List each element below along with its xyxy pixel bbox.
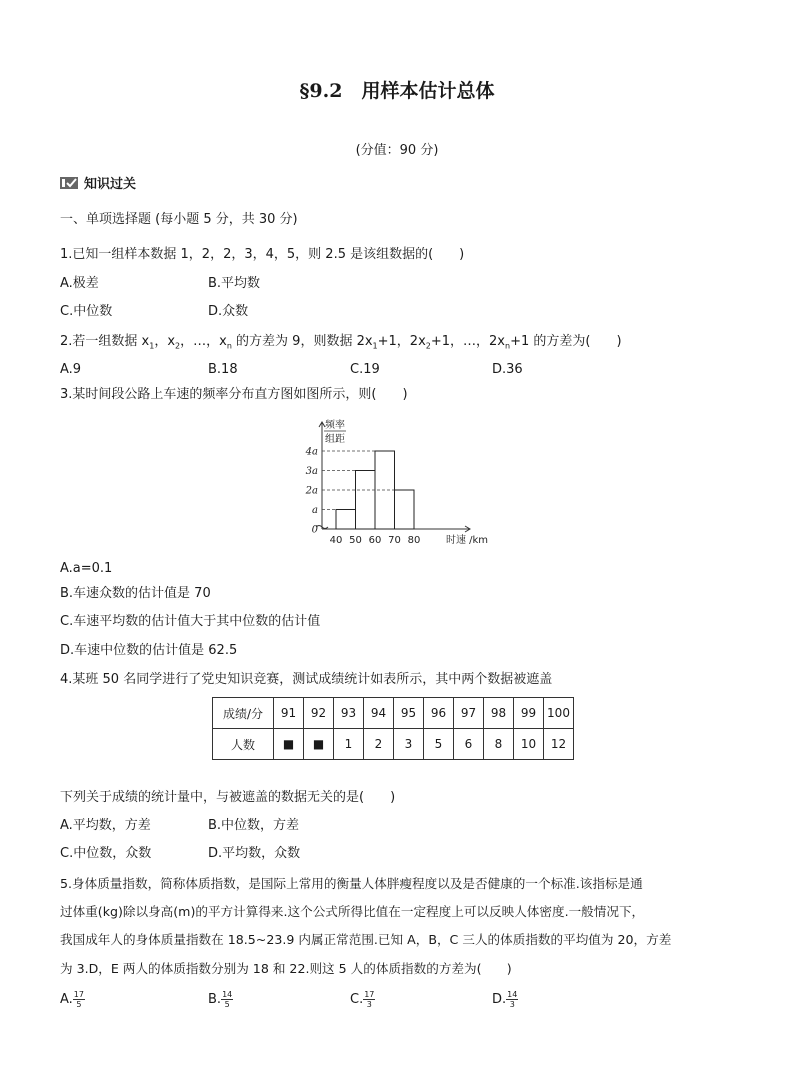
y-tick-label: a	[312, 505, 318, 516]
y-axis-label-bottom: 组距	[325, 434, 345, 445]
x-tick-label: 70	[388, 535, 401, 546]
table-cell: 99	[514, 698, 544, 729]
q4-option-d: D.平均数，众数	[208, 846, 301, 861]
histogram-bar	[336, 510, 356, 530]
q5-option-b: B. $\frac{14}{5}$	[208, 990, 233, 1009]
histogram-chart	[300, 412, 500, 552]
table-cell: 93	[334, 698, 364, 729]
q3-option-b: B.车速众数的估计值是 70	[60, 586, 211, 601]
q1-option-c: C.中位数	[60, 304, 113, 319]
section-header	[60, 173, 136, 192]
table-cell: 98	[484, 698, 514, 729]
q5-line-2: 过体重(kg)除以身高(m)的平方计算得来.这个公式所得比值在一定程度上可以反映人体密度.一般情况下，	[60, 904, 645, 919]
table-cell-masked: ■	[304, 729, 334, 760]
q1-stem: 1.已知一组样本数据 1，2，2，3，4，5，则 2.5 是该组数据的( )	[60, 247, 465, 262]
check-banner-icon	[60, 177, 78, 189]
table-cell: 94	[364, 698, 394, 729]
score-value: (分值：90 分)	[355, 143, 439, 158]
score-table	[212, 697, 574, 760]
table-cell: 100	[544, 698, 574, 729]
q5-line-3: 我国成年人的身体质量指数在 18.5~23.9 内属正常范围.已知 A，B，C 三人的体质指数的平均值为 20，方差	[60, 932, 672, 947]
q3-stem: 3.某时间段公路上车速的频率分布直方图如图所示，则( )	[60, 387, 408, 402]
table-cell-masked: ■	[274, 729, 304, 760]
q5-line-1: 5.身体质量指数，简称体质指数，是国际上常用的衡量人体胖瘦程度以及是否健康的一个标准.该指标是通	[60, 876, 643, 891]
table-cell: 12	[544, 729, 574, 760]
q5-option-a: A. $\frac{17}{5}$	[60, 990, 84, 1009]
part-heading: 一、单项选择题 (每小题 5 分，共 30 分)	[60, 212, 298, 227]
table-header-cell: 成绩/分	[213, 698, 274, 729]
x-tick-label: 80	[407, 535, 421, 546]
q5-line-4: 为 3.D，E 两人的体质指数分别为 18 和 22.则这 5 人的体质指数的方差为( )	[60, 961, 512, 976]
table-cell: 8	[484, 729, 514, 760]
table-cell: 97	[454, 698, 484, 729]
y-tick-label: 2a	[305, 485, 318, 497]
x-tick-label: 60	[368, 535, 382, 546]
q4-option-b: B.中位数，方差	[208, 818, 300, 833]
q2-option-b: B.18	[208, 362, 238, 377]
q1-option-a: A.极差	[60, 276, 99, 291]
q4-follow: 下列关于成绩的统计量中，与被遮盖的数据无关的是( )	[60, 790, 396, 805]
q5-option-c: C. $\frac{17}{3}$	[350, 990, 375, 1009]
section-label: 知识过关	[84, 177, 137, 192]
q4-option-c: C.中位数，众数	[60, 846, 152, 861]
q1-option-d: D.众数	[208, 304, 249, 319]
q3-option-c: C.车速平均数的估计值大于其中位数的估计值	[60, 614, 321, 629]
x-tick-label: 50	[349, 535, 362, 546]
q2-option-d: D.36	[492, 362, 523, 377]
histogram-bar	[356, 471, 376, 530]
table-cell: 91	[274, 698, 304, 729]
table-cell: 96	[424, 698, 454, 729]
y-tick-label: 3a	[305, 466, 318, 477]
table-cell: 1	[334, 729, 364, 760]
table-header-cell: 人数	[213, 729, 274, 760]
q5-option-d: D. $\frac{14}{3}$	[492, 990, 518, 1009]
table-cell: 6	[454, 729, 484, 760]
q4-stem: 4.某班 50 名同学进行了党史知识竞赛，测试成绩统计如表所示，其中两个数据被遮盖	[60, 672, 553, 687]
table-row-counts	[213, 729, 574, 760]
q3-option-d: D.车速中位数的估计值是 62.5	[60, 643, 238, 658]
y-tick-label: 4a	[305, 446, 318, 458]
histogram-bar	[395, 490, 415, 529]
table-cell: 2	[364, 729, 394, 760]
q2-stem: 2.若一组数据 $x_1$，$x_2$，…，$x_n$ 的方差为 9，则数据 $2x_1+1$，$2x_2+1$，…，$2x_n+1$ 的方差为( )	[60, 334, 622, 351]
q1-option-b: B.平均数	[208, 276, 261, 291]
q4-option-a: A.平均数，方差	[60, 818, 151, 833]
q2-option-c: C.19	[350, 362, 380, 377]
q3-option-a: A.a=0.1	[60, 561, 113, 576]
table-row-scores	[213, 698, 574, 729]
q2-option-a: A.9	[60, 362, 82, 377]
page-title: §9.2 用样本估计总体	[299, 80, 495, 102]
table-cell: 92	[304, 698, 334, 729]
table-cell: 5	[424, 729, 454, 760]
table-cell: 10	[514, 729, 544, 760]
table-cell: 3	[394, 729, 424, 760]
y-axis-label-top: 频率	[325, 420, 345, 431]
x-tick-label: 40	[329, 535, 343, 546]
x-axis-label: 时速 /km	[445, 535, 489, 546]
y-tick-label: 0	[311, 524, 318, 536]
table-cell: 95	[394, 698, 424, 729]
